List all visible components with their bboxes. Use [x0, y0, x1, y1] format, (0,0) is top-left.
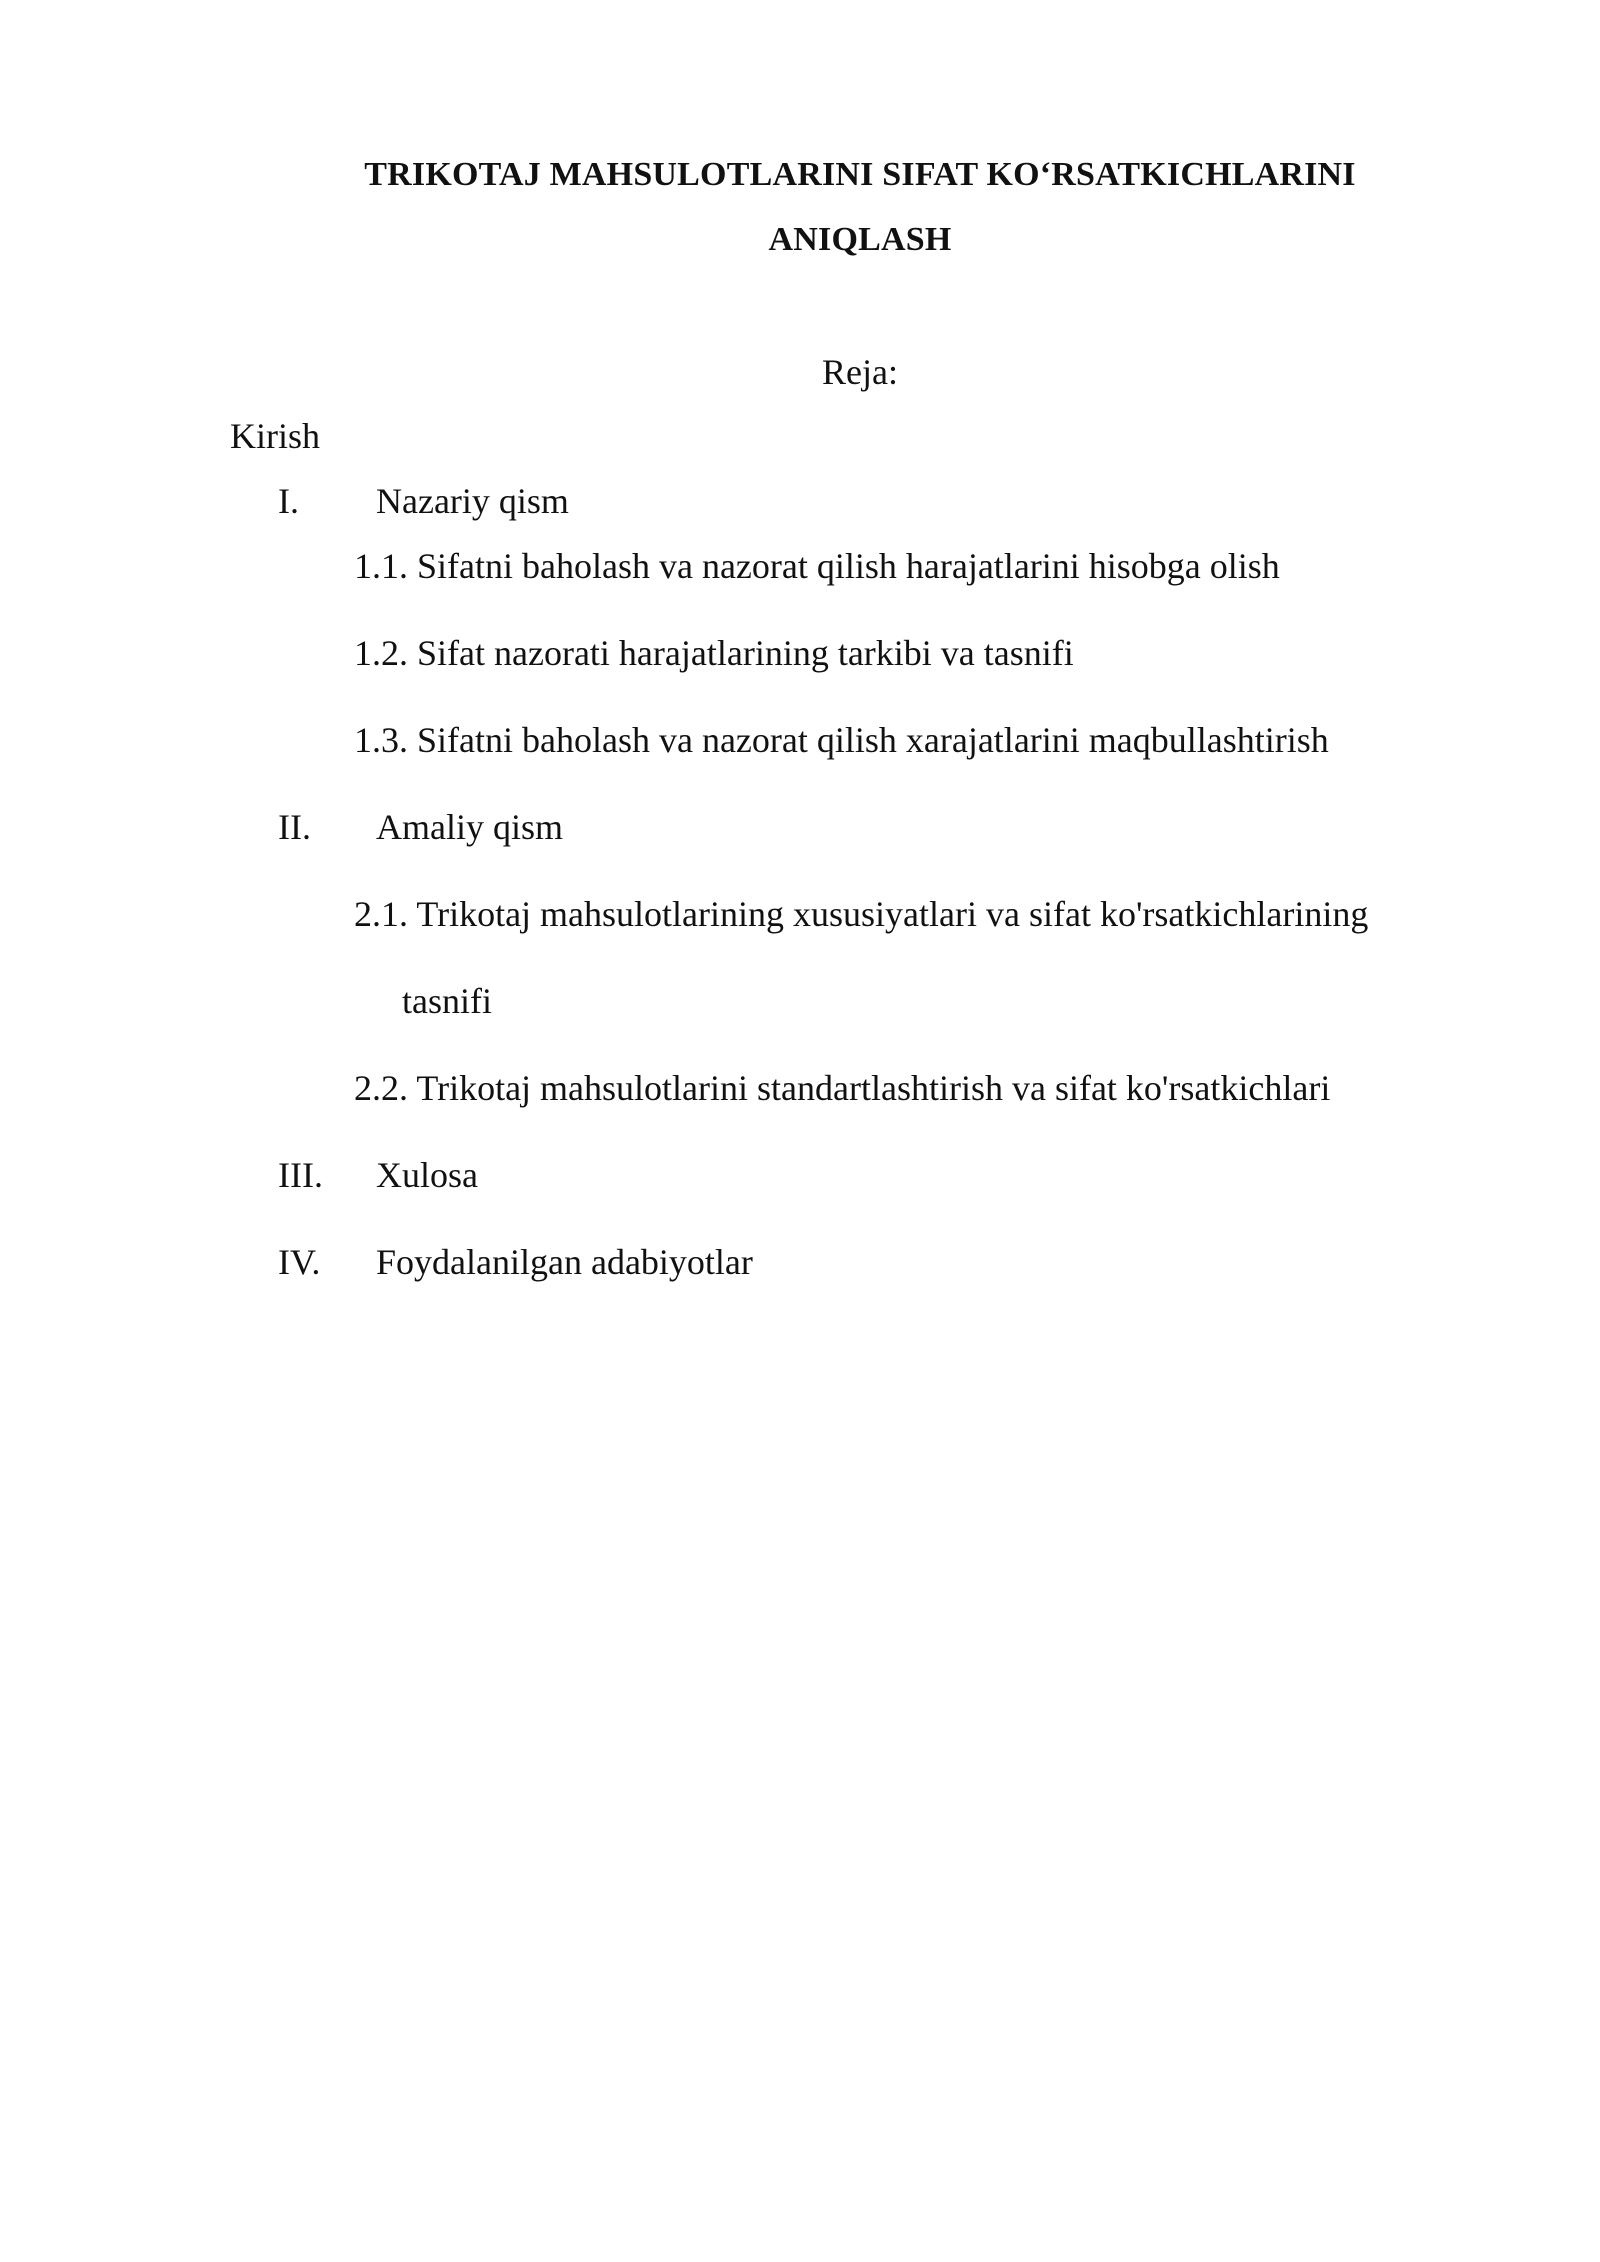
section-numeral: III. — [278, 1155, 323, 1195]
section-title: Nazariy qism — [376, 481, 569, 521]
subsection-item: 1.2. Sifat nazorati harajatlarining tarkibi va tasnifi — [354, 633, 1074, 673]
document-title-line-2: ANIQLASH — [768, 221, 952, 258]
section-numeral: I. — [278, 481, 299, 521]
section-title: Amaliy qism — [376, 807, 563, 847]
section-title: Xulosa — [376, 1155, 478, 1195]
intro-item: Kirish — [230, 416, 320, 456]
plan-heading: Reja: — [822, 352, 898, 392]
subsection-item-continuation: tasnifi — [402, 981, 492, 1021]
subsection-item: 2.1. Trikotaj mahsulotlarining xususiyatlari va sifat ko'rsatkichlarining — [354, 894, 1369, 934]
subsection-item: 1.3. Sifatni baholash va nazorat qilish xarajatlarini maqbullashtirish — [354, 720, 1329, 760]
section-numeral: II. — [278, 807, 311, 847]
subsection-item: 2.2. Trikotaj mahsulotlarini standartlashtirish va sifat ko'rsatkichlari — [354, 1068, 1331, 1108]
section-numeral: IV. — [278, 1242, 321, 1282]
document-title-line-1: TRIKOTAJ MAHSULOTLARINI SIFAT KO‘RSATKICHLARINI — [364, 156, 1356, 193]
section-title: Foydalanilgan adabiyotlar — [376, 1242, 753, 1282]
subsection-item: 1.1. Sifatni baholash va nazorat qilish harajatlarini hisobga olish — [354, 546, 1280, 586]
